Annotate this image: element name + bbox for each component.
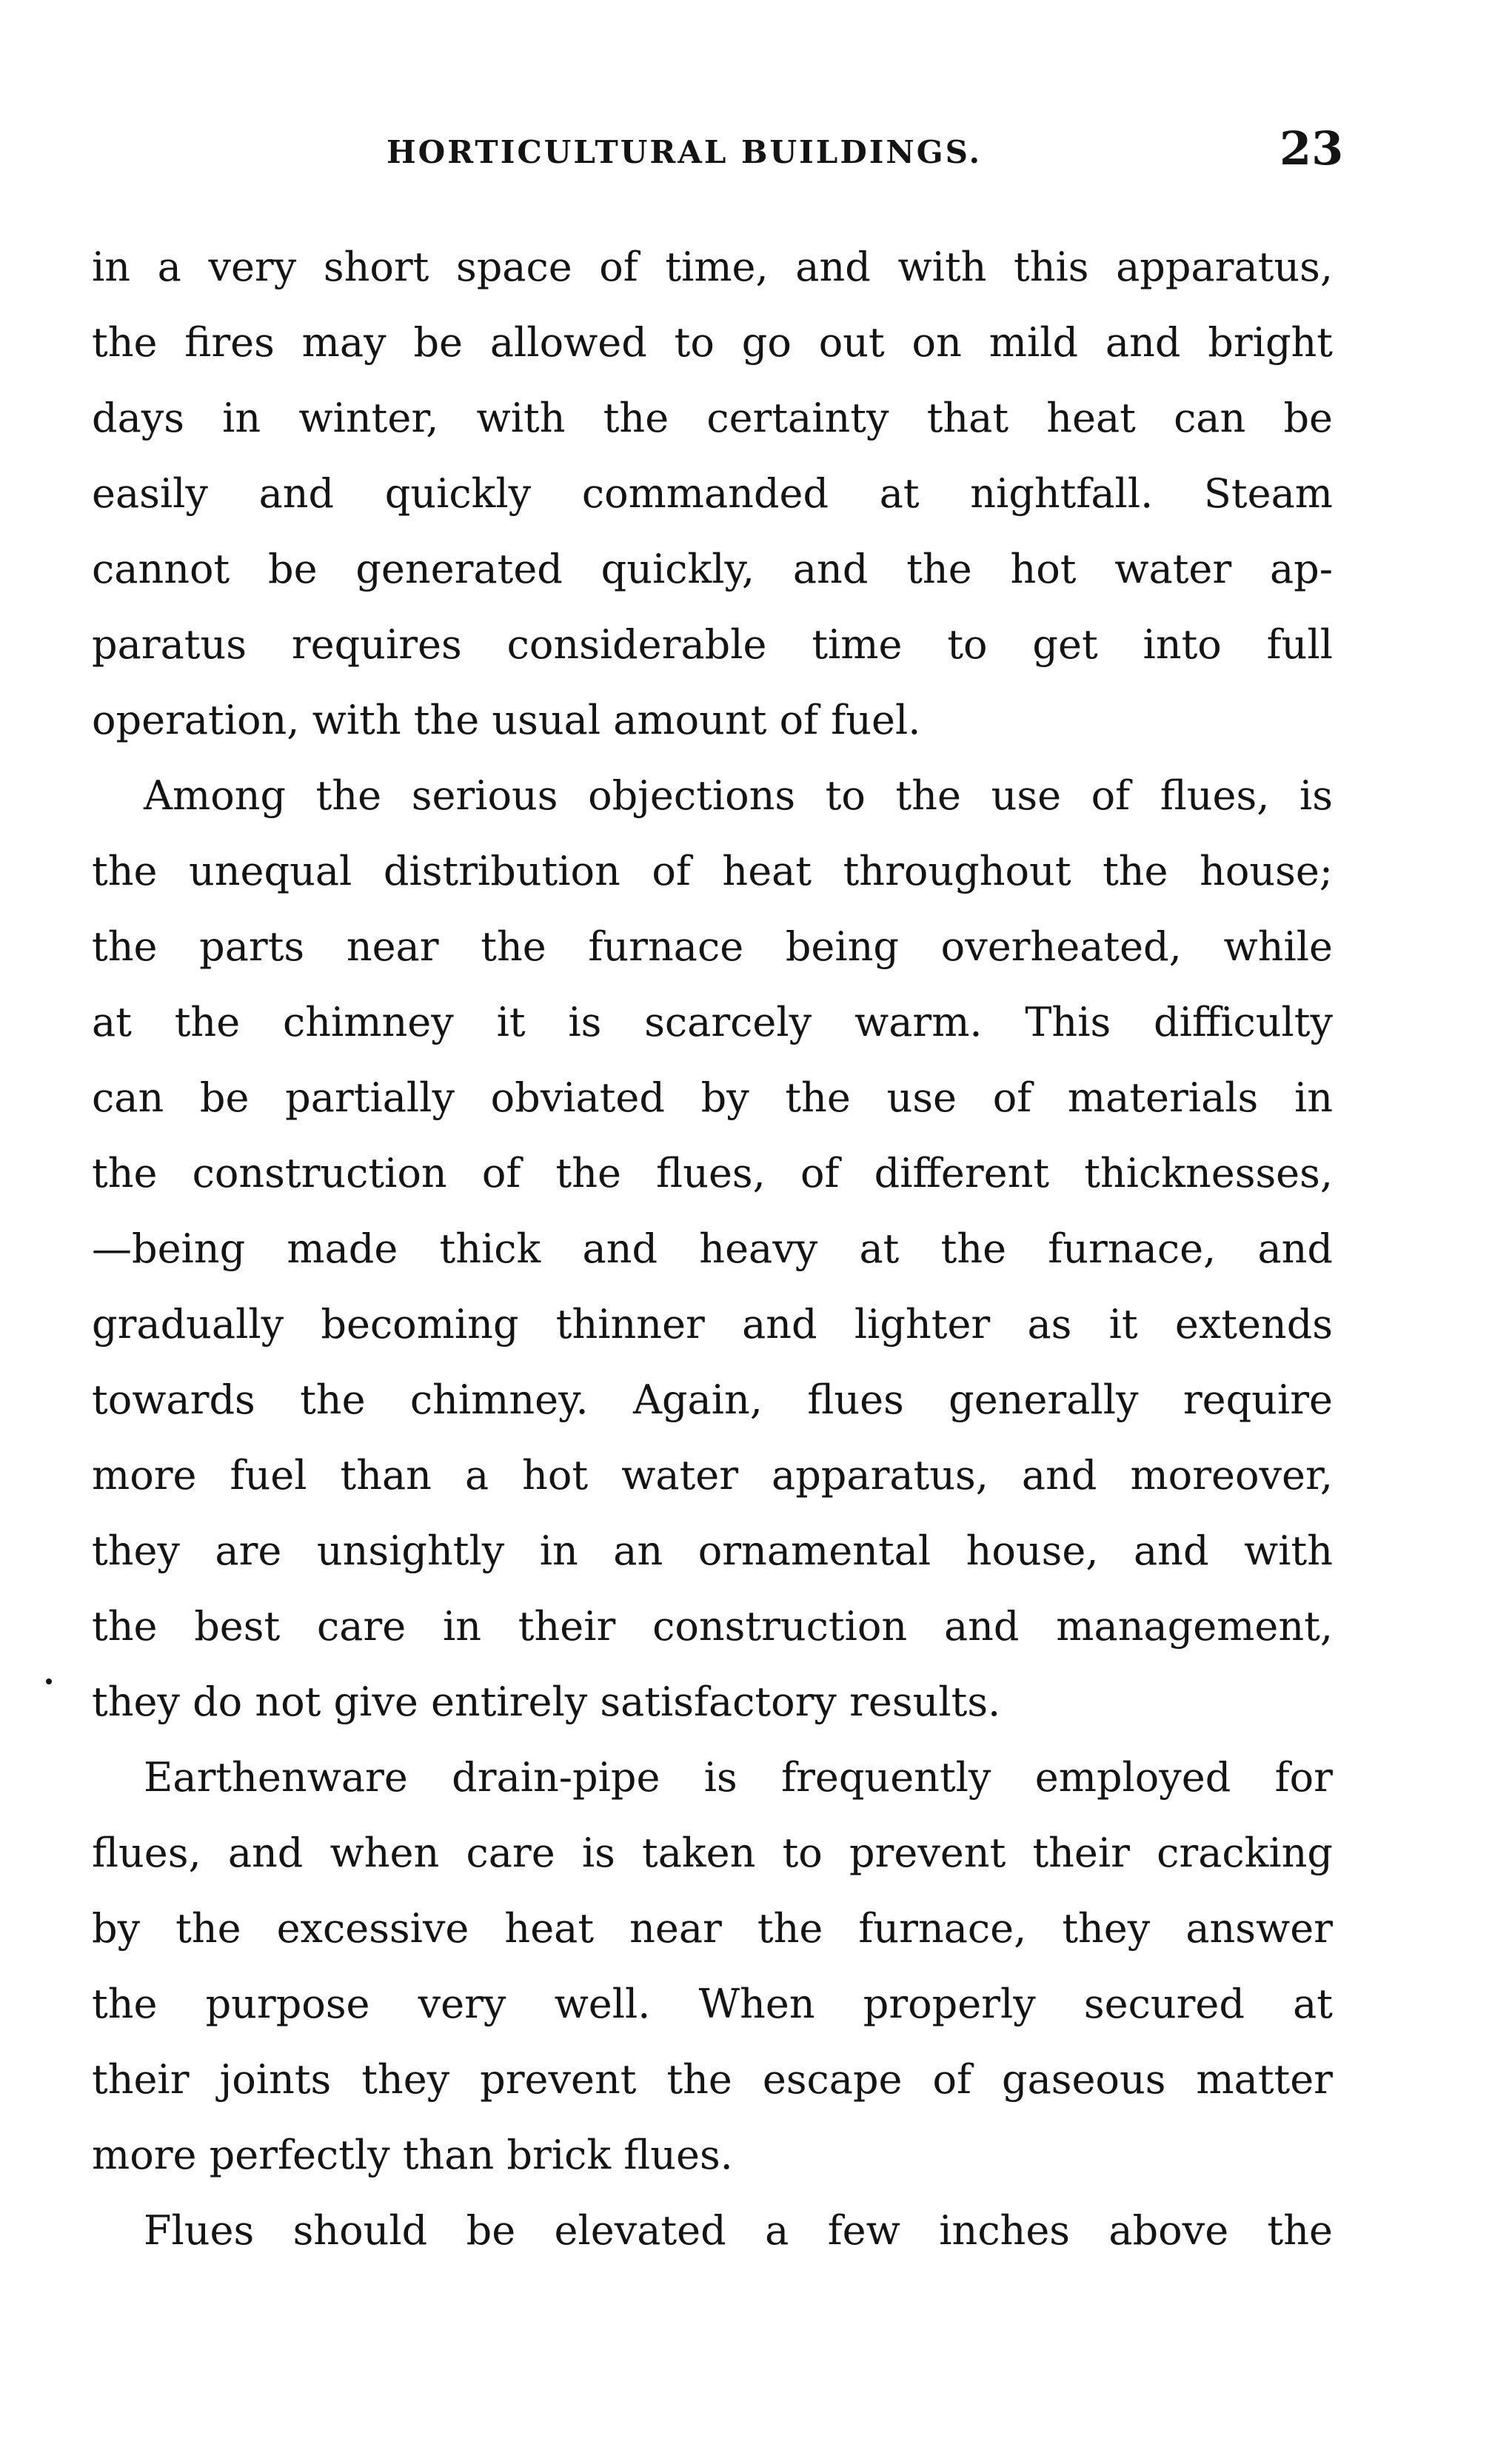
ink-speck	[46, 1678, 52, 1684]
text-line: —being made thick and heavy at the furnace, and	[92, 1225, 1333, 1272]
text-line: more fuel than a hot water apparatus, and moreover,	[92, 1452, 1333, 1499]
paragraph-start-line: Earthenware drain-pipe is frequently employed for	[144, 1754, 1333, 1801]
text-line: the best care in their construction and management,	[92, 1603, 1333, 1650]
running-title: HORTICULTURAL BUILDINGS.	[387, 134, 983, 170]
text-line: the parts near the furnace being overheated, while	[92, 923, 1333, 970]
text-line: they are unsightly in an ornamental house, and with	[92, 1527, 1333, 1574]
body-text	[92, 230, 1333, 2269]
text-line: by the excessive heat near the furnace, they answer	[92, 1905, 1333, 1952]
text-line: flues, and when care is taken to prevent their cracking	[92, 1830, 1333, 1876]
text-line: their joints they prevent the escape of gaseous matter	[92, 2056, 1333, 2103]
paragraph-start-line: Among the serious objections to the use of flues, is	[144, 772, 1333, 819]
text-line: more perfectly than brick flues.	[92, 2132, 733, 2178]
text-line: easily and quickly commanded at nightfall. Steam	[92, 470, 1333, 517]
text-line: the construction of the flues, of different thicknesses,	[92, 1150, 1333, 1196]
text-line: at the chimney it is scarcely warm. This difficulty	[92, 999, 1333, 1045]
text-line: towards the chimney. Again, flues generally require	[92, 1376, 1333, 1423]
text-line: the unequal distribution of heat throughout the house;	[92, 848, 1333, 894]
text-line: they do not give entirely satisfactory results.	[92, 1678, 1001, 1725]
text-line: gradually becoming thinner and lighter as it extends	[92, 1301, 1333, 1348]
text-line: days in winter, with the certainty that heat can be	[92, 395, 1333, 441]
text-line: the purpose very well. When properly secured at	[92, 1981, 1333, 2027]
text-line: cannot be generated quickly, and the hot water ap-	[92, 546, 1333, 592]
paragraph-start-line: Flues should be elevated a few inches above the	[144, 2207, 1333, 2254]
page-number: 23	[1279, 121, 1344, 175]
text-line: can be partially obviated by the use of materials in	[92, 1074, 1333, 1121]
text-line: in a very short space of time, and with this apparatus,	[92, 244, 1333, 290]
text-line: the fires may be allowed to go out on mild and bright	[92, 319, 1333, 366]
text-line: operation, with the usual amount of fuel.	[92, 697, 921, 743]
text-line: paratus requires considerable time to get into full	[92, 621, 1333, 668]
